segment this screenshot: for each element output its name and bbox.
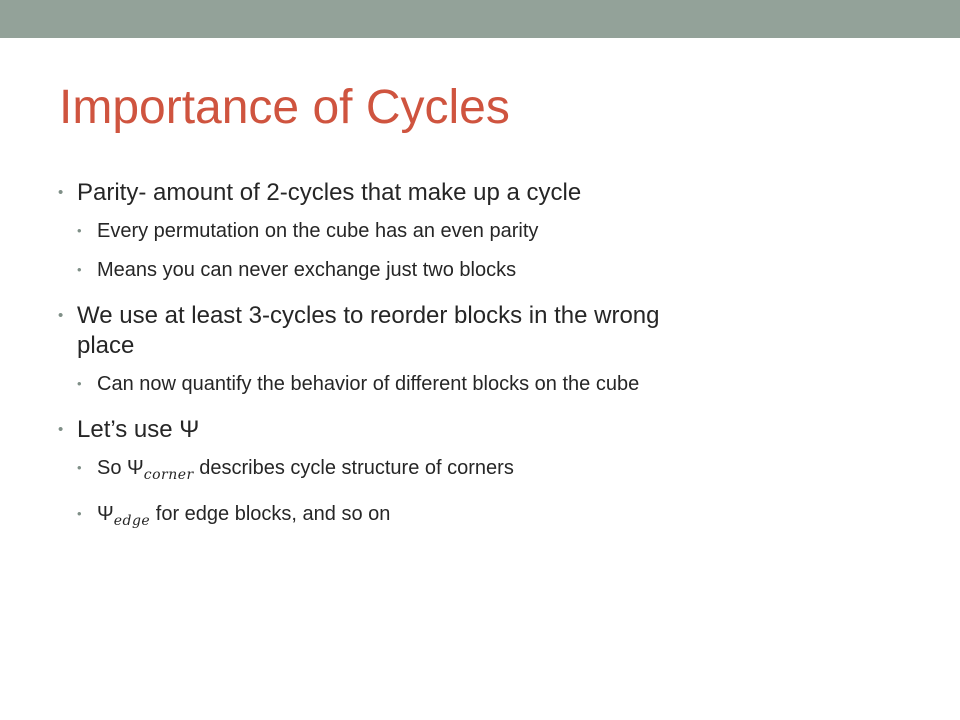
sub-bullet-even-parity (77, 218, 878, 244)
bullet-text-line-2: place (77, 332, 135, 359)
sub-bullet-text: Can now quantify the behavior of different blocks on the cube (97, 373, 640, 395)
bullet-dot-icon: • (77, 506, 82, 521)
bullet-text-line-1: We use at least 3-cycles to reorder blocks in the wrong (77, 302, 660, 329)
slide-title: Importance of Cycles (59, 81, 510, 134)
psi-description: for edge blocks, and so on (150, 503, 391, 525)
bullet-text: Parity- amount of 2-cycles that make up a cycle (77, 179, 582, 206)
bullet-text: Let’s use Ψ (77, 416, 200, 443)
bullet-use-psi (58, 415, 878, 534)
psi-subscript-corner: corner (143, 467, 194, 483)
sub-bullet-text: Every permutation on the cube has an even parity (97, 220, 539, 242)
sub-bullet-quantify (77, 371, 878, 397)
sub-bullet-text: Means you can never exchange just two blocks (97, 259, 517, 281)
psi-subscript-edge: edge (113, 513, 151, 529)
bullet-dot-icon: • (77, 460, 82, 475)
bullet-parity (58, 178, 878, 283)
bullet-three-cycles (58, 301, 878, 397)
sub-bullet-psi-edge (77, 501, 878, 534)
accent-top-band (0, 0, 960, 38)
bullet-dot-icon: • (58, 184, 64, 201)
bullet-list (58, 178, 878, 534)
bullet-dot-icon: • (77, 376, 82, 391)
sub-bullet-list (77, 371, 878, 397)
sub-bullet-psi-corner (77, 455, 878, 488)
sub-bullet-list (77, 455, 878, 534)
bullet-dot-icon: • (77, 223, 82, 238)
psi-description: describes cycle structure of corners (193, 457, 514, 479)
sub-bullet-list (77, 218, 878, 283)
sub-bullet-never-exchange (77, 257, 878, 283)
bullet-dot-icon: • (77, 262, 82, 277)
psi-prefix: So Ψ (97, 457, 144, 479)
bullet-dot-icon: • (58, 307, 64, 324)
bullet-dot-icon: • (58, 421, 64, 438)
psi-prefix: Ψ (97, 503, 114, 525)
